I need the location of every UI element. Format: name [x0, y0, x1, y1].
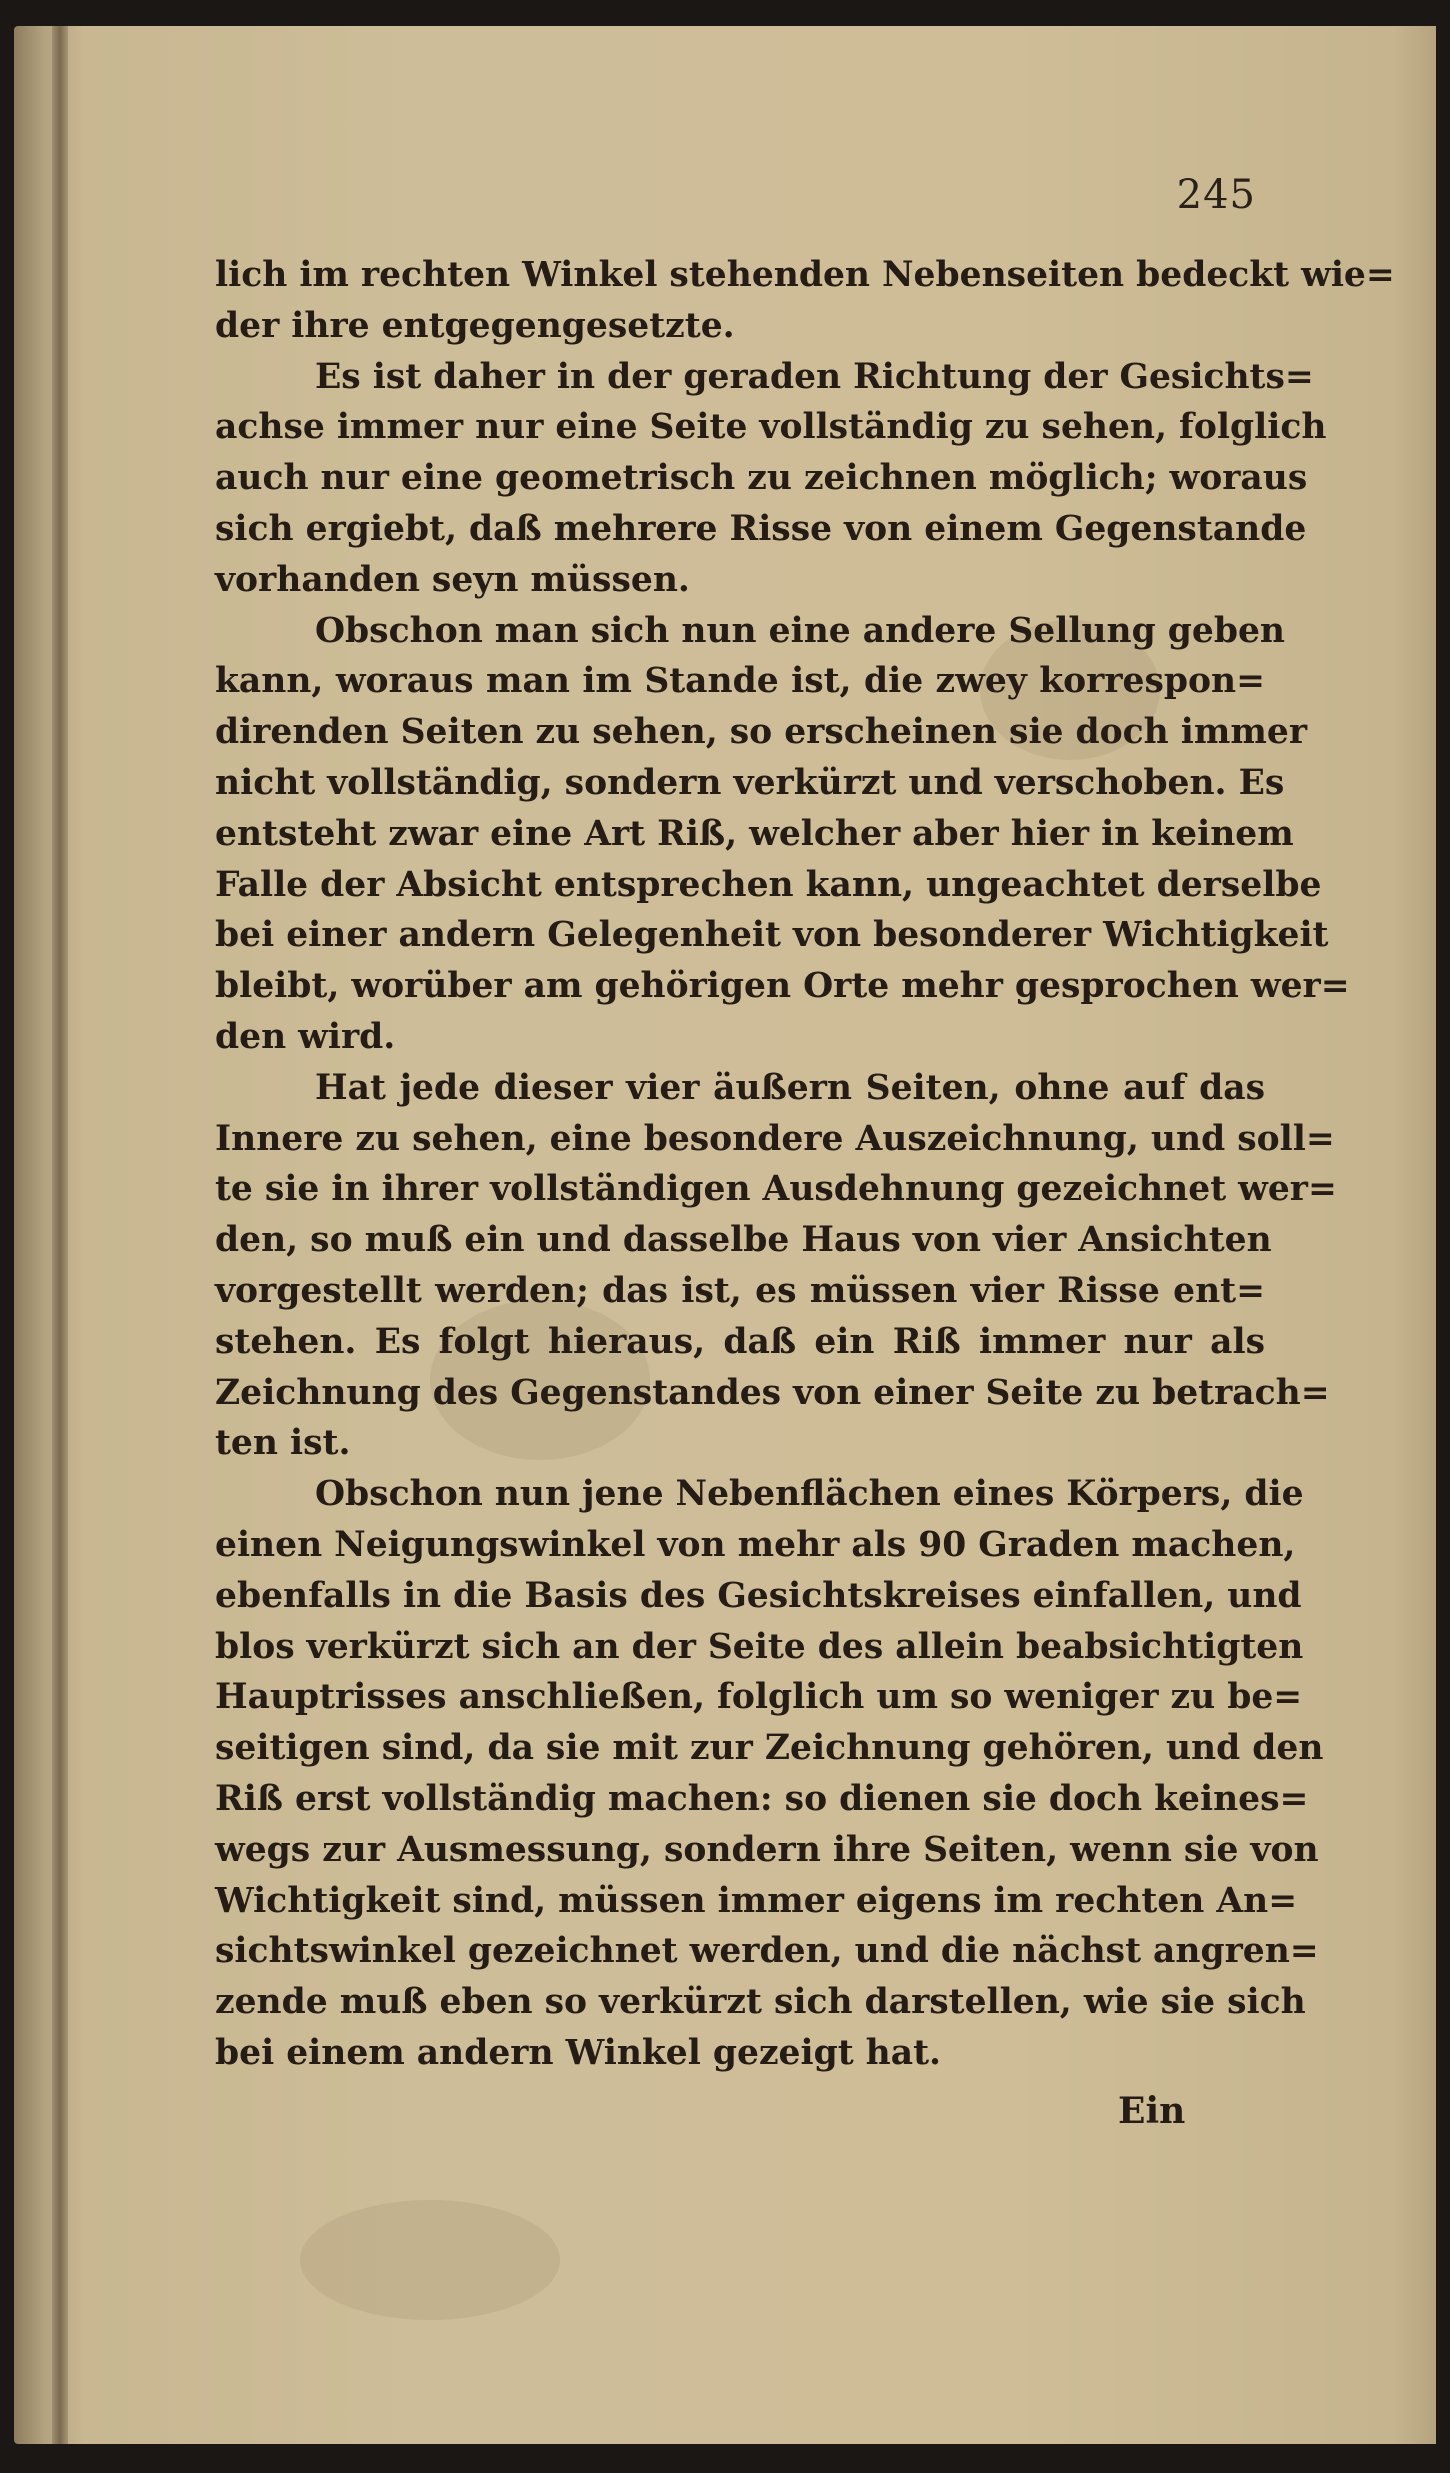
- text-line: ebenfalls in die Basis des Gesichtskreises einfallen, und: [215, 1575, 1302, 1616]
- text-line: den, so muß ein und dasselbe Haus von vier Ansichten: [215, 1220, 1272, 1261]
- text-line: blos verkürzt sich an der Seite des allein beabsichtigten: [215, 1626, 1304, 1667]
- text-line: bei einem andern Winkel gezeigt hat.: [215, 2032, 942, 2073]
- text-line: einen Neigungswinkel von mehr als 90 Graden machen,: [215, 1524, 1296, 1565]
- text-line: te sie in ihrer vollständigen Ausdehnung gezeichnet wer=: [215, 1169, 1337, 1210]
- text-line: sich ergiebt, daß mehrere Risse von einem Gegenstande: [215, 508, 1307, 549]
- text-line: vorhanden seyn müssen.: [215, 559, 690, 600]
- text-line: entsteht zwar eine Art Riß, welcher aber hier in keinem: [215, 813, 1294, 854]
- text-line: wegs zur Ausmessung, sondern ihre Seiten, wenn sie von: [215, 1829, 1319, 1870]
- text-line: kann, woraus man im Stande ist, die zwey korrespon=: [215, 661, 1265, 702]
- text-line: ten ist.: [215, 1423, 351, 1464]
- text-line: Innere zu sehen, eine besondere Auszeichnung, und soll=: [215, 1118, 1335, 1159]
- text-line: lich im rechten Winkel stehenden Nebenseiten bedeckt wie=: [215, 255, 1395, 295]
- catchword: Ein: [1118, 2090, 1186, 2132]
- text-line: direnden Seiten zu sehen, so erscheinen sie doch immer: [215, 712, 1307, 753]
- text-line: Riß erst vollständig machen: so dienen sie doch keines=: [215, 1778, 1309, 1819]
- text-line: seitigen sind, da sie mit zur Zeichnung gehören, und den: [215, 1728, 1324, 1769]
- text-line: nicht vollständig, sondern verkürzt und verschoben. Es: [215, 762, 1285, 803]
- text-line: zende muß eben so verkürzt sich darstellen, wie sie sich: [215, 1982, 1306, 2023]
- text-line: bei einer andern Gelegenheit von besonderer Wichtigkeit: [215, 915, 1329, 956]
- page-number: 245: [1176, 172, 1256, 218]
- paper-stain: [300, 2200, 560, 2320]
- binding-gutter: [52, 26, 68, 2444]
- text-line: Es ist daher in der geraden Richtung der Gesichts=: [315, 356, 1314, 397]
- text-line: stehen. Es folgt hieraus, daß ein Riß immer nur als: [215, 1321, 1265, 1362]
- text-line: der ihre entgegengesetzte.: [215, 305, 735, 346]
- body-text: [215, 250, 1395, 2079]
- text-line: sichtswinkel gezeichnet werden, und die nächst angren=: [215, 1931, 1319, 1972]
- text-line: auch nur eine geometrisch zu zeichnen möglich; woraus: [215, 458, 1308, 499]
- text-line: bleibt, worüber am gehörigen Orte mehr gesprochen wer=: [215, 966, 1350, 1007]
- text-line: Obschon man sich nun eine andere Sellung geben: [315, 610, 1285, 651]
- text-line: Obschon nun jene Nebenflächen eines Körpers, die: [315, 1474, 1304, 1515]
- text-line: Hauptrisses anschließen, folglich um so weniger zu be=: [215, 1677, 1303, 1718]
- text-line: Hat jede dieser vier äußern Seiten, ohne auf das: [315, 1067, 1265, 1108]
- text-line: den wird.: [215, 1016, 396, 1057]
- text-line: Zeichnung des Gegenstandes von einer Seite zu betrach=: [215, 1372, 1330, 1413]
- text-line: vorgestellt werden; das ist, es müssen vier Risse ent=: [215, 1270, 1265, 1311]
- text-line: Falle der Absicht entsprechen kann, ungeachtet derselbe: [215, 864, 1322, 905]
- text-line: Wichtigkeit sind, müssen immer eigens im rechten An=: [215, 1880, 1298, 1921]
- text-line: achse immer nur eine Seite vollständig zu sehen, folglich: [215, 407, 1327, 448]
